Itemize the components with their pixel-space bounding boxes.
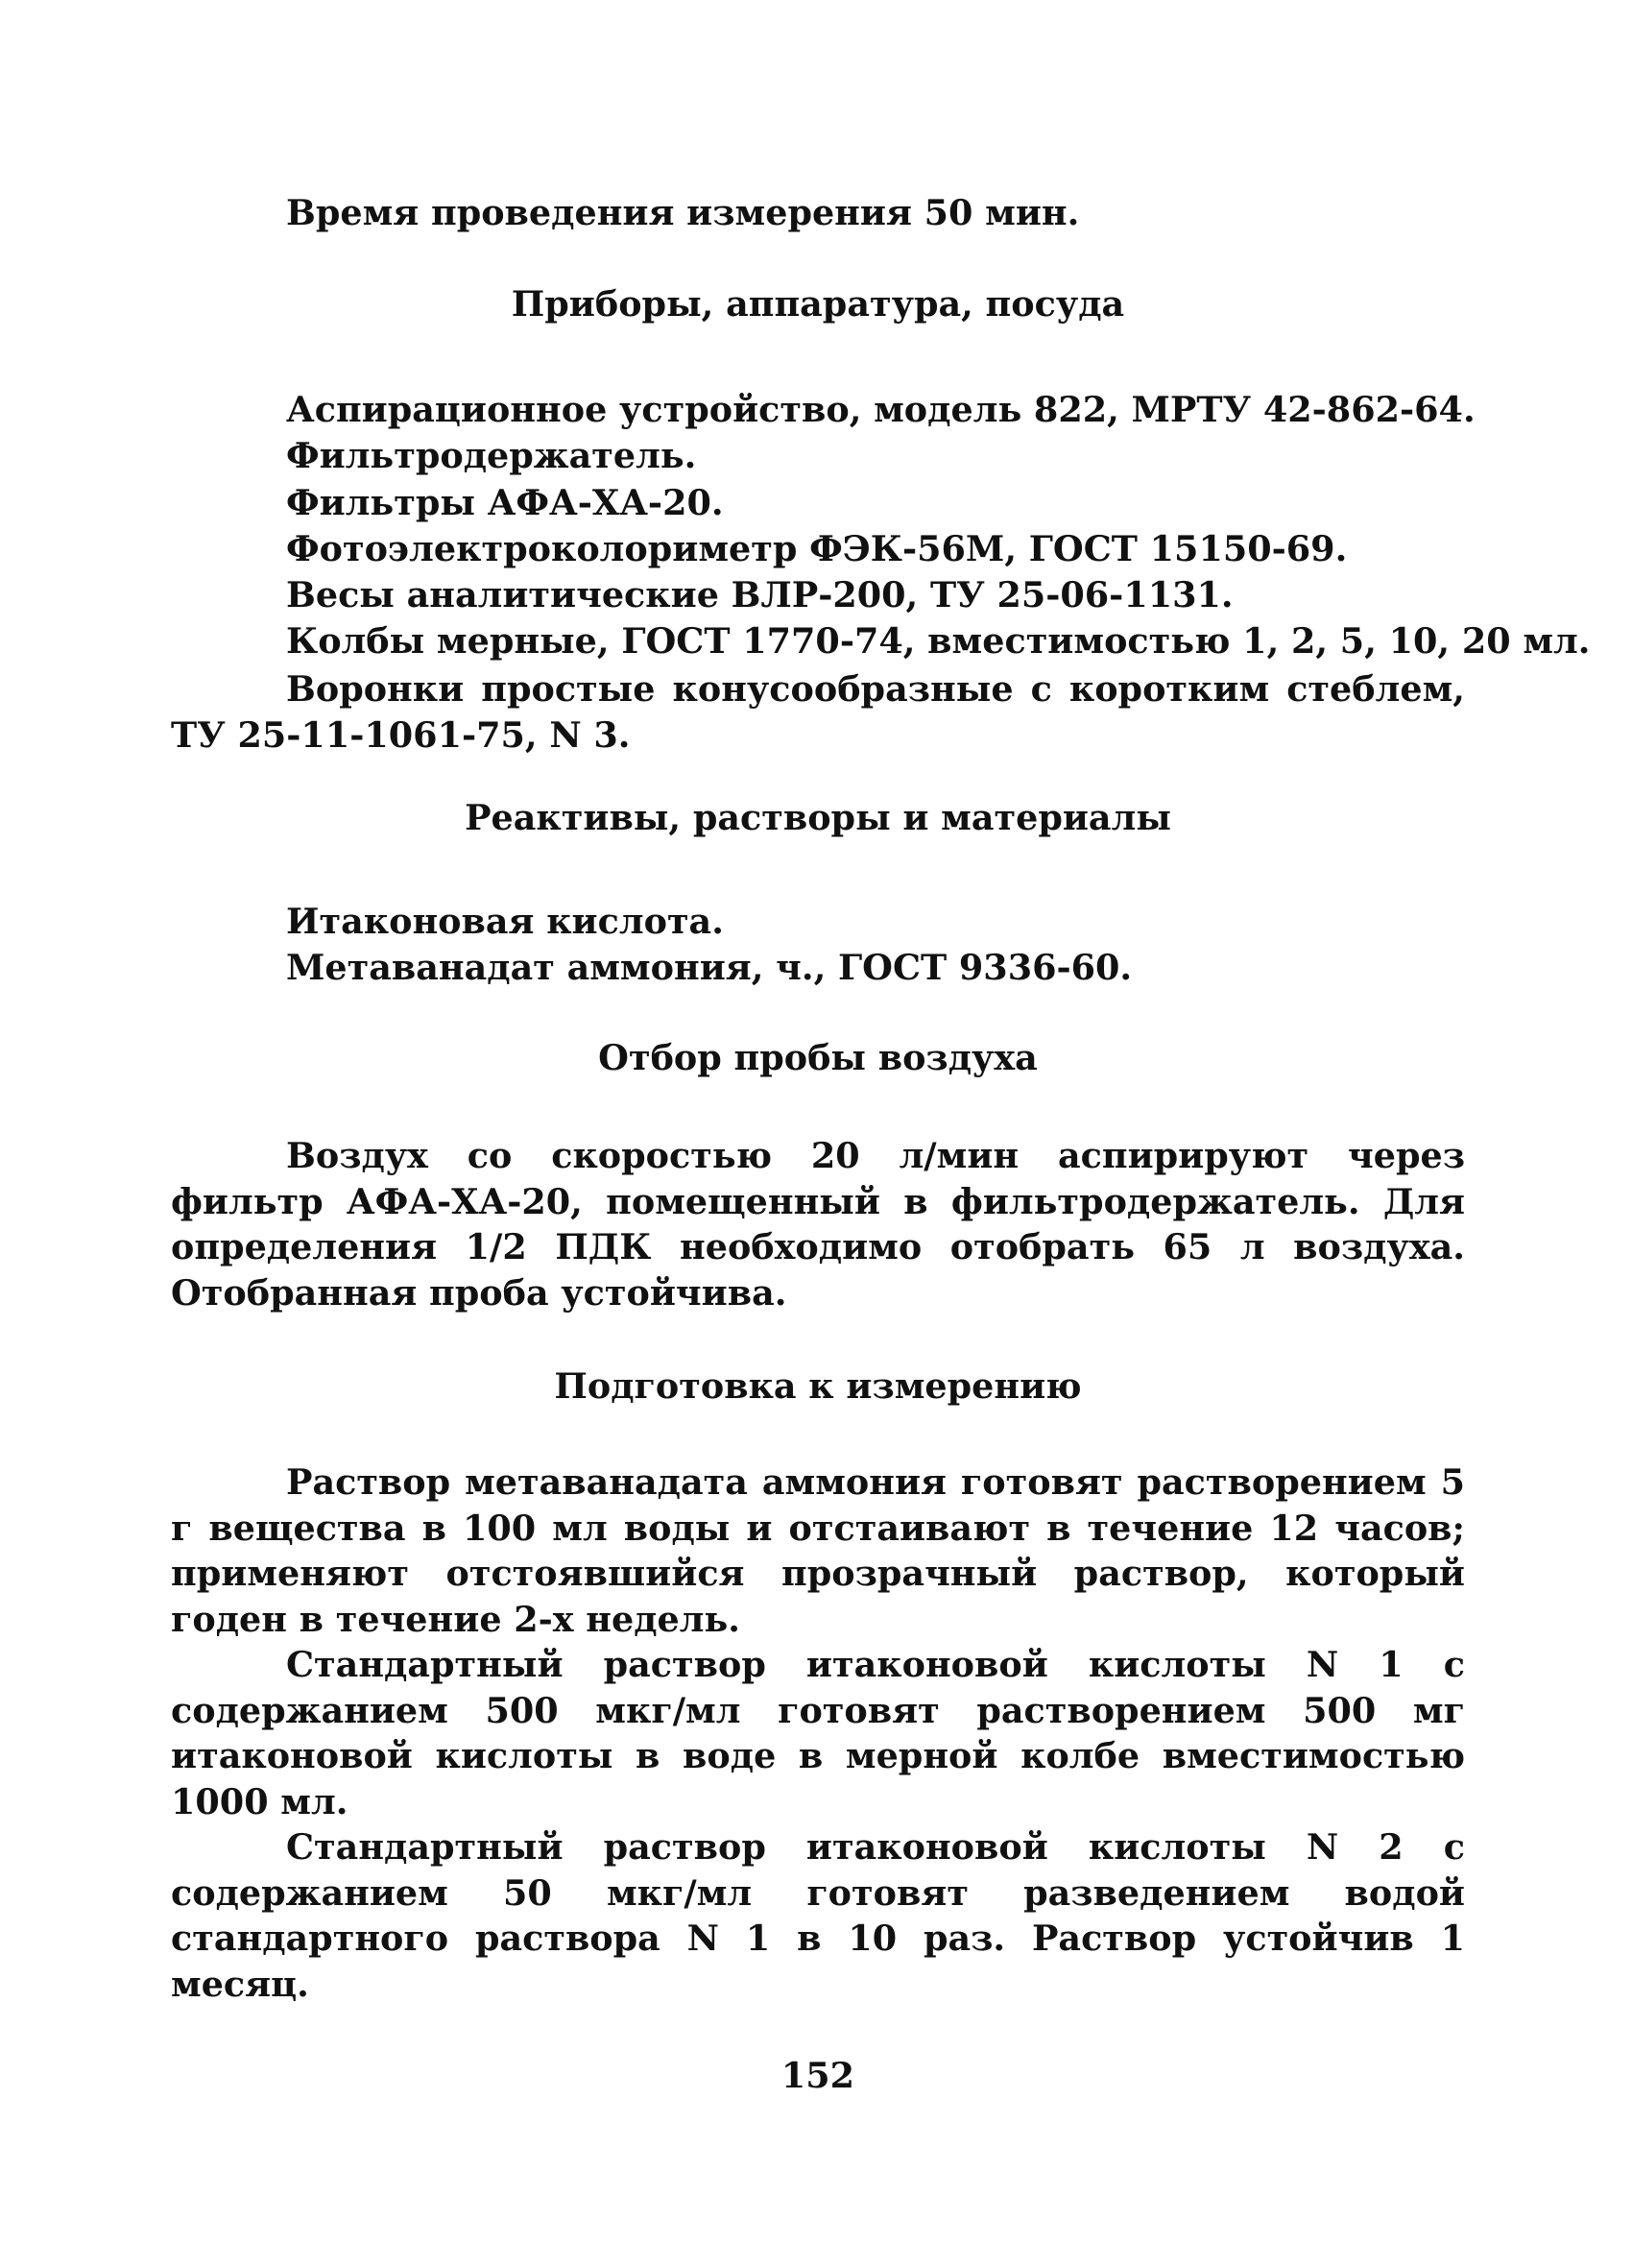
section-heading-preparation: Подготовка к измерению (554, 1365, 1082, 1407)
equipment-item: Весы аналитические ВЛР-200, ТУ 25-06-1131. (286, 574, 1234, 615)
section-heading-reagents: Реактивы, растворы и материалы (465, 797, 1171, 838)
reagent-item: Итаконовая кислота. (286, 901, 724, 942)
sampling-paragraph (171, 1133, 1465, 1315)
equipment-item: Колбы мерные, ГОСТ 1770-74, вместимостью 1, 2, 5, 10, 20 мл. (286, 620, 1591, 662)
sampling-text: Воздух со скоростью 20 л/мин аспирируют через фильтр АФА-ХА-20, помещенный в фильтродержатель. Для определения 1/2 ПДК необходимо отобрать 65 л воздуха. Отобранная проба устойчива. (171, 1135, 1465, 1314)
equipment-item: Фильтродержатель. (286, 435, 697, 476)
measurement-duration: Время проведения измерения 50 мин. (286, 192, 1080, 233)
section-heading-sampling: Отбор пробы воздуха (598, 1037, 1038, 1078)
preparation-paragraph: Раствор метаванадата аммония готовят растворением 5 г вещества в 100 мл воды и отстаивают в течение 12 часов; применяют отстоявшийся прозрачный раствор, который годен в течение 2-х недель. (171, 1461, 1465, 1640)
equipment-item-text: Воронки простые конусообразные с коротким стеблем, ТУ 25-11-1061-75, N 3. (171, 668, 1465, 756)
equipment-item: Аспирационное устройство, модель 822, МРТУ 42-862-64. (286, 389, 1476, 430)
preparation-paragraph: Стандартный раствор итаконовой кислоты N 1 с содержанием 500 мкг/мл готовят растворением 500 мг итаконовой кислоты в воде в мерной колбе вместимостью 1000 мл. (171, 1644, 1465, 1822)
reagent-item: Метаванадат аммония, ч., ГОСТ 9336-60. (286, 947, 1133, 988)
section-heading-equipment: Приборы, аппаратура, посуда (511, 283, 1125, 325)
equipment-item: Фотоэлектроколориметр ФЭК-56М, ГОСТ 15150-69. (286, 528, 1348, 569)
preparation-paragraph: Стандартный раствор итаконовой кислоты N 2 с содержанием 50 мкг/мл готовят разведением водой стандартного раствора N 1 в 10 раз. Раствор устойчив 1 месяц. (171, 1826, 1465, 2005)
document-page (171, 144, 1591, 2218)
preparation-paragraphs (171, 1460, 1465, 2007)
equipment-item-funnels (171, 666, 1465, 758)
equipment-item: Фильтры АФА-ХА-20. (286, 482, 724, 523)
page-number: 152 (780, 2055, 855, 2096)
